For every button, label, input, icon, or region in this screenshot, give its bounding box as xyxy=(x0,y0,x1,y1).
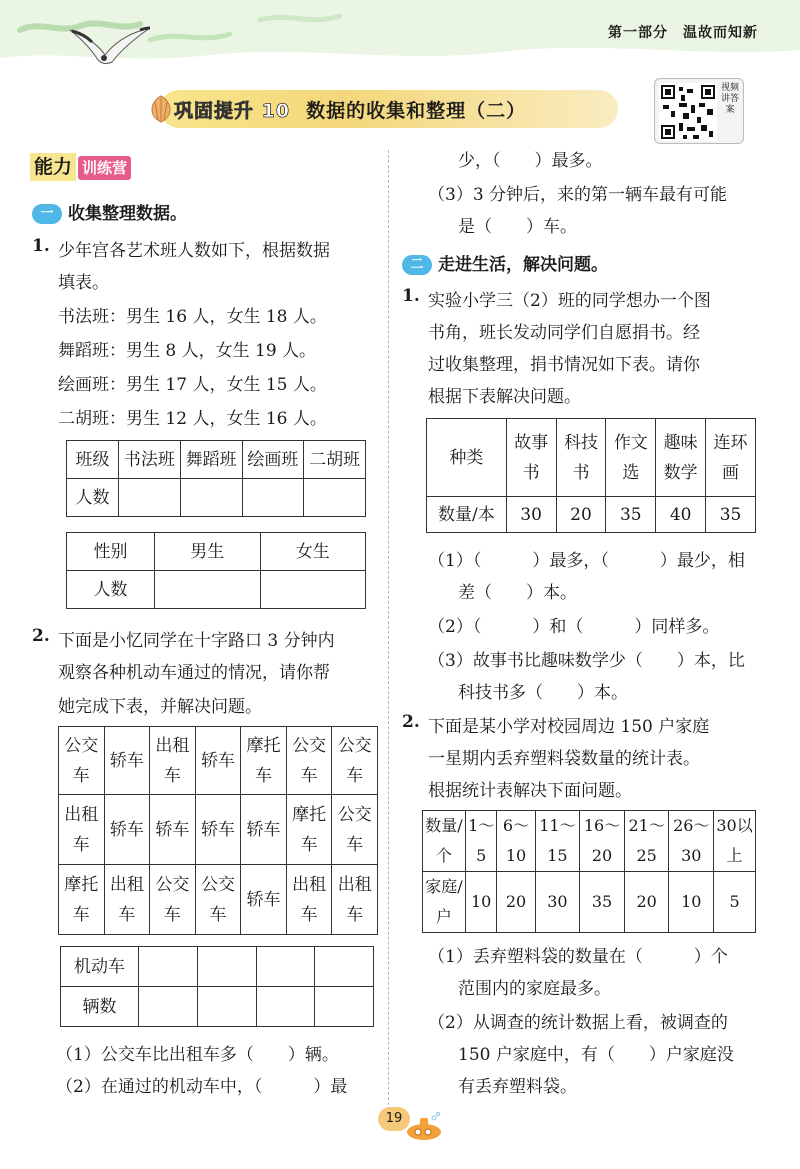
table-cell: 辆数 xyxy=(61,987,139,1027)
answer-cell[interactable] xyxy=(155,571,261,609)
table-cell: 6～10 xyxy=(497,811,535,872)
vehicle-observation-grid xyxy=(58,726,378,935)
plastic-bag-table xyxy=(422,810,756,933)
question-text: 观察各种机动车通过的情况，请你帮 xyxy=(58,663,330,683)
grid-cell: 轿车 xyxy=(150,795,196,865)
table-cell: 21～25 xyxy=(624,811,669,872)
section-1-heading xyxy=(32,199,187,224)
answer-cell[interactable] xyxy=(304,479,366,517)
question-number: 2. xyxy=(32,626,50,646)
answer-cell[interactable] xyxy=(315,947,374,987)
table-cell: 40 xyxy=(656,497,706,533)
table-cell: 男生 xyxy=(155,533,261,571)
grid-cell: 轿车 xyxy=(241,795,287,865)
grid-cell: 公交车 xyxy=(59,727,105,795)
table-cell: 11～15 xyxy=(535,811,580,872)
table-cell: 1～5 xyxy=(465,811,497,872)
data-line: 书法班：男生 16 人，女生 18 人。 xyxy=(58,307,327,327)
sub-question: 范围内的家庭最多。 xyxy=(458,979,611,999)
answer-cell[interactable] xyxy=(139,947,198,987)
sub-question: （1）（ ）最多，（ ）最少，相 xyxy=(428,551,745,571)
grid-cell: 公交车 xyxy=(332,795,378,865)
question-text: 一星期内丢弃塑料袋数量的统计表。 xyxy=(428,749,700,769)
table-cell: 26～30 xyxy=(669,811,714,872)
question-text: 过收集整理，捐书情况如下表。请你 xyxy=(428,355,700,375)
question-number: 1. xyxy=(402,286,420,306)
table-cell: 数量/本 xyxy=(427,497,507,533)
section-banner xyxy=(30,153,131,181)
table-cell: 性别 xyxy=(67,533,155,571)
table-cell: 趣味数学 xyxy=(656,419,706,497)
question-text: 少年宫各艺术班人数如下，根据数据 xyxy=(58,241,330,261)
submarine-icon xyxy=(404,1112,444,1142)
table-cell: 30 xyxy=(506,497,556,533)
grid-cell: 出租车 xyxy=(332,865,378,935)
table-cell: 20 xyxy=(556,497,606,533)
answer-cell[interactable] xyxy=(315,987,374,1027)
table-cell: 30 xyxy=(535,872,580,933)
shell-icon xyxy=(148,94,174,124)
sub-question: （3）故事书比趣味数学少（ ）本，比 xyxy=(428,651,745,671)
grid-cell: 出租车 xyxy=(104,865,150,935)
table-cell: 作文选 xyxy=(606,419,656,497)
training-label: 训练营 xyxy=(78,156,131,180)
grid-cell: 轿车 xyxy=(241,865,287,935)
sub-question: 差（ ）本。 xyxy=(458,583,577,603)
section-2-heading xyxy=(402,250,608,275)
answer-cell[interactable] xyxy=(180,479,242,517)
table-cell: 人数 xyxy=(67,571,155,609)
question-text: 实验小学三（2）班的同学想办一个图 xyxy=(428,291,711,311)
qr-caption: 视频讲答案 xyxy=(721,83,740,115)
book-donation-table xyxy=(426,418,756,533)
question-text: 她完成下表，并解决问题。 xyxy=(58,697,262,717)
table-cell: 人数 xyxy=(67,479,119,517)
sub-question: （1）丢弃塑料袋的数量在（ ）个 xyxy=(428,947,728,967)
grid-cell: 轿车 xyxy=(195,795,241,865)
table-cell: 20 xyxy=(624,872,669,933)
grid-cell: 轿车 xyxy=(195,727,241,795)
table-cell: 机动车 xyxy=(61,947,139,987)
grid-cell: 摩托车 xyxy=(59,865,105,935)
sub-question: 150 户家庭中，有（ ）户家庭没 xyxy=(458,1045,734,1065)
ability-label: 能力 xyxy=(30,153,76,181)
sub-question: （2）在通过的机动车中，（ ）最 xyxy=(56,1077,348,1097)
question-text: 填表。 xyxy=(58,273,109,293)
table-cell: 30以上 xyxy=(714,811,756,872)
question-text: 根据统计表解决下面问题。 xyxy=(428,781,632,801)
answer-cell[interactable] xyxy=(197,987,256,1027)
section-1-title: 收集整理数据。 xyxy=(68,204,187,224)
lesson-topic: 数据的收集和整理（二） xyxy=(306,100,527,122)
question-number: 1. xyxy=(32,236,50,256)
gender-count-table xyxy=(66,532,366,609)
grid-cell: 轿车 xyxy=(104,727,150,795)
question-text: 书角，班长发动同学们自愿捐书。经 xyxy=(428,323,700,343)
sub-question: （2）（ ）和（ ）同样多。 xyxy=(428,617,720,637)
table-cell: 35 xyxy=(706,497,756,533)
question-number: 2. xyxy=(402,712,420,732)
table-cell: 科技书 xyxy=(556,419,606,497)
grid-cell: 出租车 xyxy=(286,865,332,935)
table-cell: 20 xyxy=(497,872,535,933)
vehicle-tally-table xyxy=(60,946,374,1027)
grid-cell: 公交车 xyxy=(150,865,196,935)
grid-cell: 摩托车 xyxy=(286,795,332,865)
section-2-title: 走进生活，解决问题。 xyxy=(438,255,608,275)
answer-cell[interactable] xyxy=(119,479,181,517)
table-cell: 绘画班 xyxy=(242,441,304,479)
table-cell: 35 xyxy=(580,872,625,933)
grid-cell: 出租车 xyxy=(150,727,196,795)
sub-question: 有丢弃塑料袋。 xyxy=(458,1077,577,1097)
data-line: 二胡班：男生 12 人，女生 16 人。 xyxy=(58,409,327,429)
sub-question: 是（ ）车。 xyxy=(458,217,577,237)
question-text: 根据下表解决问题。 xyxy=(428,387,581,407)
answer-cell[interactable] xyxy=(260,571,366,609)
table-cell: 女生 xyxy=(260,533,366,571)
answer-cell[interactable] xyxy=(256,987,315,1027)
answer-cell[interactable] xyxy=(139,987,198,1027)
question-text: 下面是小忆同学在十字路口 3 分钟内 xyxy=(58,631,335,651)
question-text: 下面是某小学对校园周边 150 户家庭 xyxy=(428,717,710,737)
grid-cell: 轿车 xyxy=(104,795,150,865)
table-cell: 故事书 xyxy=(506,419,556,497)
grid-cell: 出租车 xyxy=(59,795,105,865)
table-cell: 10 xyxy=(465,872,497,933)
sub-question: （2）从调查的统计数据上看，被调查的 xyxy=(428,1013,728,1033)
sub-question: 少，（ ）最多。 xyxy=(458,151,603,171)
answer-cell[interactable] xyxy=(256,947,315,987)
sub-question: （1）公交车比出租车多（ ）辆。 xyxy=(56,1045,339,1065)
sub-question: （3）3 分钟后，来的第一辆车最有可能 xyxy=(428,185,728,205)
sub-question: 科技书多（ ）本。 xyxy=(458,683,628,703)
section-2-badge: 二 xyxy=(402,255,432,275)
section-1-badge: 一 xyxy=(32,204,62,224)
table-cell: 班级 xyxy=(67,441,119,479)
table-cell: 5 xyxy=(714,872,756,933)
qr-code-panel[interactable] xyxy=(654,78,744,144)
table-cell: 16～20 xyxy=(580,811,625,872)
table-cell: 书法班 xyxy=(119,441,181,479)
table-cell: 二胡班 xyxy=(304,441,366,479)
table-cell: 连环画 xyxy=(706,419,756,497)
lesson-number: 巩固提升 10 xyxy=(174,100,291,122)
answer-cell[interactable] xyxy=(197,947,256,987)
table-cell: 家庭/户 xyxy=(423,872,466,933)
data-line: 绘画班：男生 17 人，女生 15 人。 xyxy=(58,375,327,395)
data-line: 舞蹈班：男生 8 人，女生 19 人。 xyxy=(58,341,317,361)
part-label: 第一部分 温故而知新 xyxy=(608,25,758,41)
table-cell: 数量/个 xyxy=(423,811,466,872)
grid-cell: 公交车 xyxy=(195,865,241,935)
grid-cell: 公交车 xyxy=(332,727,378,795)
answer-cell[interactable] xyxy=(242,479,304,517)
table-cell: 35 xyxy=(606,497,656,533)
grid-cell: 公交车 xyxy=(286,727,332,795)
page-number: 19 xyxy=(378,1107,410,1131)
grid-cell: 摩托车 xyxy=(241,727,287,795)
column-divider xyxy=(388,150,389,1120)
class-count-table xyxy=(66,440,366,517)
table-cell: 舞蹈班 xyxy=(180,441,242,479)
page-title xyxy=(174,96,526,123)
table-cell: 10 xyxy=(669,872,714,933)
table-cell: 种类 xyxy=(427,419,507,497)
qr-code-icon xyxy=(659,83,717,141)
